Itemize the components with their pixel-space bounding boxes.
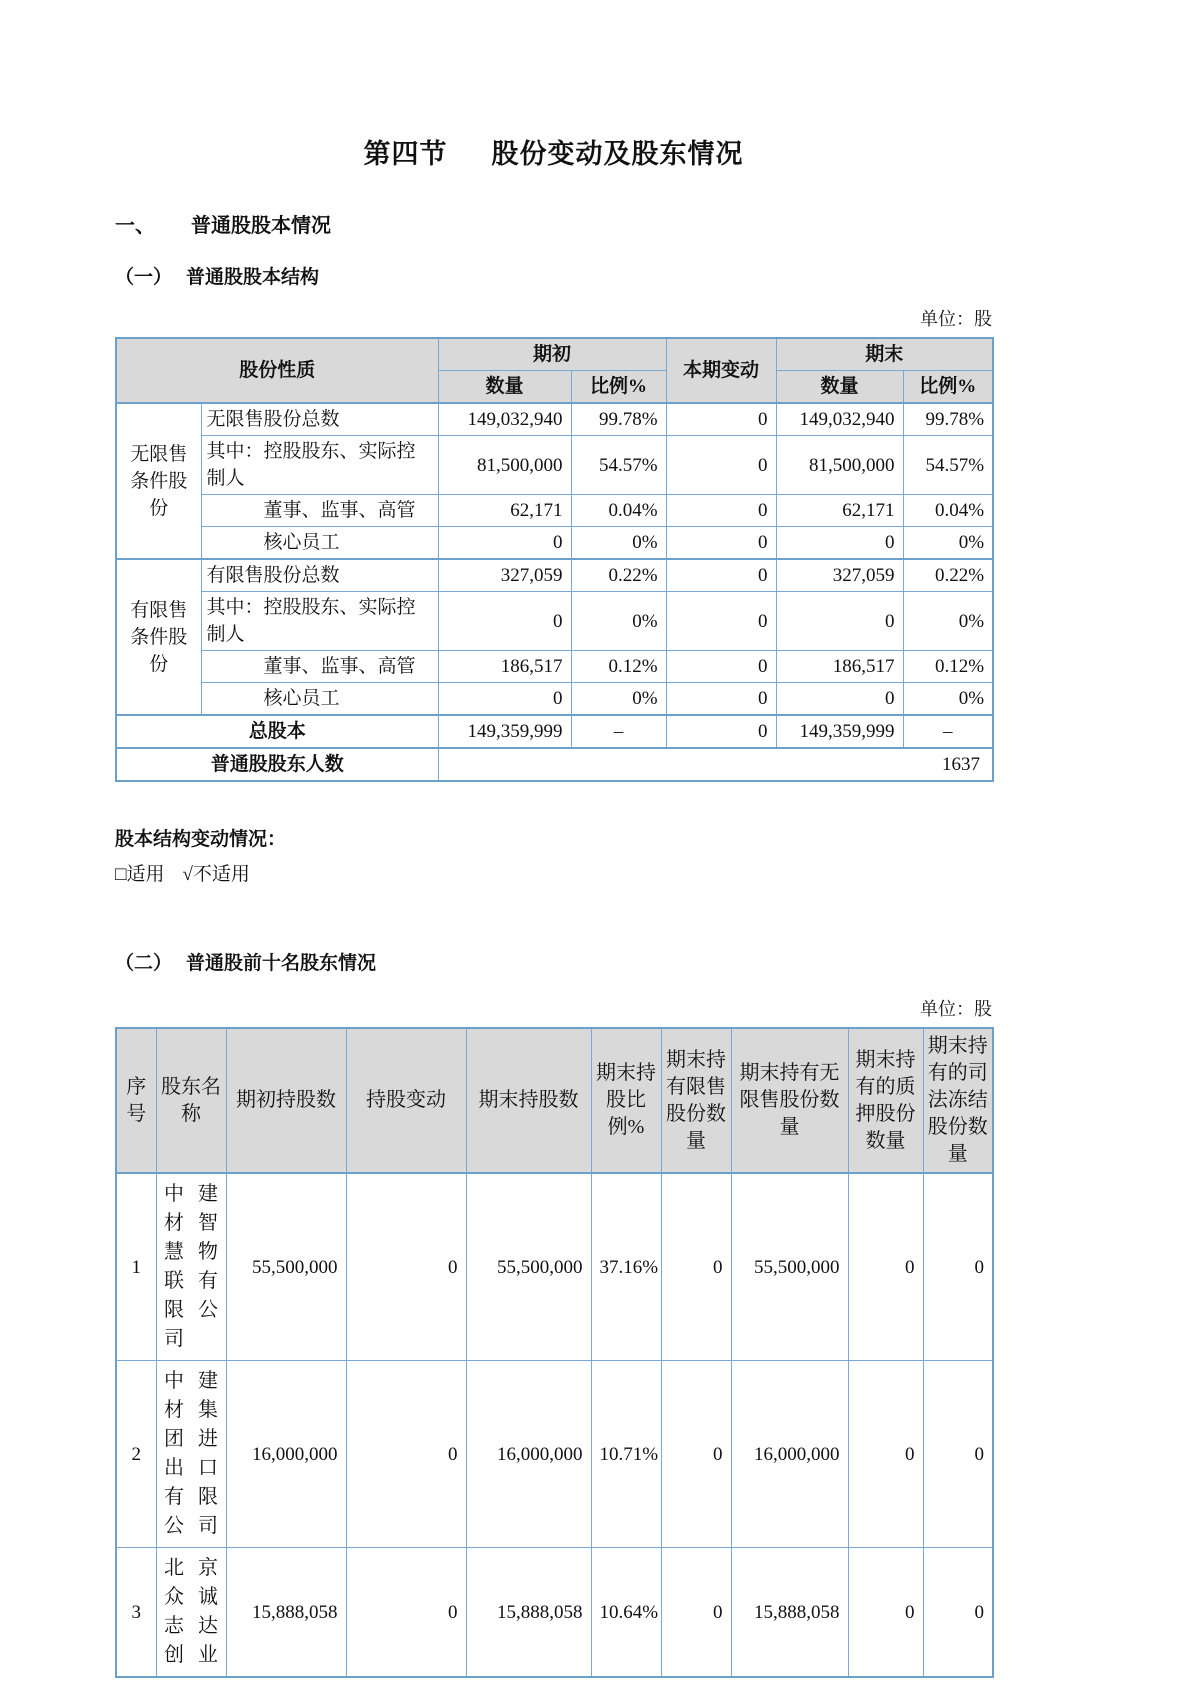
subsection-label: 普通股股本结构 <box>186 267 320 288</box>
cell-change: 0 <box>666 403 776 436</box>
cell-end-qty: 327,059 <box>776 559 903 592</box>
holder-count-value: 1637 <box>438 748 993 781</box>
share-structure-table <box>115 337 994 782</box>
cell-begin-holding: 15,888,058 <box>226 1548 346 1678</box>
table-row-restricted-core-staff <box>116 683 993 716</box>
cell-end-restricted: 0 <box>661 1173 731 1361</box>
top-shareholders-table <box>115 1027 994 1678</box>
cell-begin-pct: – <box>571 715 666 748</box>
row-label: 董事、监事、高管 <box>201 651 438 683</box>
cell-end-unrestricted: 16,000,000 <box>731 1361 848 1548</box>
shareholder-name: 中 建 材 智 慧 物 联 有 限 公 司 <box>164 1183 218 1350</box>
change-note-options <box>115 859 992 886</box>
total-capital-label: 总股本 <box>116 715 438 748</box>
table-row-unrestricted-controller <box>116 436 993 495</box>
table-row-total-capital <box>116 715 993 748</box>
cell-change: 0 <box>666 527 776 560</box>
header-end-restricted: 期末持有限售股份数量 <box>661 1028 731 1173</box>
table-row-restricted-controller <box>116 592 993 651</box>
cell-begin-pct: 99.78% <box>571 403 666 436</box>
row-label: 其中：控股股东、实际控制人 <box>201 592 438 651</box>
cell-begin-holding: 55,500,000 <box>226 1173 346 1361</box>
cell-begin-pct: 54.57% <box>571 436 666 495</box>
unit-label-share-structure: 单位：股 <box>920 309 992 329</box>
table-row-unrestricted-executives <box>116 495 993 527</box>
shareholder-row-2 <box>116 1361 993 1548</box>
cell-end-frozen: 0 <box>923 1548 993 1678</box>
page-title-chapter: 第四节 <box>363 139 448 169</box>
cell-shareholder-name <box>156 1548 226 1678</box>
cell-end-frozen: 0 <box>923 1361 993 1548</box>
cell-end-pct: 0% <box>903 527 993 560</box>
cell-end-qty: 186,517 <box>776 651 903 683</box>
table-row-restricted-total <box>116 559 993 592</box>
cell-begin-qty: 0 <box>438 527 571 560</box>
cell-begin-pct: 0% <box>571 527 666 560</box>
cell-end-restricted: 0 <box>661 1361 731 1548</box>
cell-begin-qty: 149,359,999 <box>438 715 571 748</box>
unit-label-top-shareholders: 单位：股 <box>920 999 992 1019</box>
group-cell-restricted: 有限售条件股份 <box>116 559 201 715</box>
cell-change: 0 <box>666 436 776 495</box>
holder-count-label: 普通股股东人数 <box>116 748 438 781</box>
shareholder-name: 中 建 材 集 团 进 出 口 有 限 公 司 <box>164 1370 218 1537</box>
header-begin-qty: 数量 <box>438 371 571 404</box>
cell-end-restricted: 0 <box>661 1548 731 1678</box>
shareholder-row-1 <box>116 1173 993 1361</box>
cell-end-pct: 99.78% <box>903 403 993 436</box>
row-label: 董事、监事、高管 <box>201 495 438 527</box>
header-period-change: 本期变动 <box>666 338 776 403</box>
change-note-title: 股本结构变动情况： <box>115 829 287 850</box>
header-end-holding: 期末持股数 <box>466 1028 591 1173</box>
cell-shareholder-name <box>156 1173 226 1361</box>
cell-begin-qty: 0 <box>438 592 571 651</box>
cell-end-pledged: 0 <box>848 1361 923 1548</box>
cell-end-holding: 16,000,000 <box>466 1361 591 1548</box>
cell-begin-pct: 0% <box>571 592 666 651</box>
table-row-restricted-executives <box>116 651 993 683</box>
header-begin-pct: 比例% <box>571 371 666 404</box>
header-shareholder-name: 股东名称 <box>156 1028 226 1173</box>
page-title <box>115 132 992 171</box>
table-row-unrestricted-total <box>116 403 993 436</box>
cell-holding-change: 0 <box>346 1548 466 1678</box>
cell-end-frozen: 0 <box>923 1173 993 1361</box>
header-begin-holding: 期初持股数 <box>226 1028 346 1173</box>
row-label: 其中：控股股东、实际控制人 <box>201 436 438 495</box>
page-title-text: 股份变动及股东情况 <box>491 139 744 169</box>
checkbox-not-applicable-option: √不适用 <box>182 864 250 885</box>
header-end-pledged: 期末持有的质押股份数量 <box>848 1028 923 1173</box>
cell-begin-pct: 0.04% <box>571 495 666 527</box>
section-heading-common-shares <box>115 209 992 238</box>
cell-holding-change: 0 <box>346 1173 466 1361</box>
subsection-heading-share-structure <box>115 262 992 289</box>
cell-begin-pct: 0% <box>571 683 666 716</box>
table-row-holder-count <box>116 748 993 781</box>
cell-change: 0 <box>666 651 776 683</box>
header-end-pct: 期末持股比例% <box>591 1028 661 1173</box>
table2-header-row <box>116 1028 993 1173</box>
header-period-end: 期末 <box>776 338 993 371</box>
shareholder-row-3 <box>116 1548 993 1678</box>
cell-change: 0 <box>666 559 776 592</box>
cell-end-pct: – <box>903 715 993 748</box>
cell-end-pledged: 0 <box>848 1173 923 1361</box>
cell-end-pct: 0.12% <box>903 651 993 683</box>
checkbox-applicable-option: □适用 <box>115 864 165 885</box>
header-share-nature: 股份性质 <box>116 338 438 403</box>
cell-begin-qty: 149,032,940 <box>438 403 571 436</box>
cell-shareholder-name <box>156 1361 226 1548</box>
table-row-unrestricted-core-staff <box>116 527 993 560</box>
cell-change: 0 <box>666 592 776 651</box>
row-label: 核心员工 <box>201 683 438 716</box>
header-period-begin: 期初 <box>438 338 666 371</box>
cell-begin-holding: 16,000,000 <box>226 1361 346 1548</box>
cell-holding-change: 0 <box>346 1361 466 1548</box>
cell-begin-qty: 81,500,000 <box>438 436 571 495</box>
cell-end-pct: 0.22% <box>903 559 993 592</box>
subsection-number: （一） <box>115 267 173 288</box>
cell-seq-no: 1 <box>116 1173 156 1361</box>
cell-begin-qty: 62,171 <box>438 495 571 527</box>
cell-begin-pct: 0.12% <box>571 651 666 683</box>
cell-end-qty: 149,359,999 <box>776 715 903 748</box>
shareholder-name: 北 京 众 诚 志 达 创 业 <box>164 1557 218 1666</box>
header-end-qty: 数量 <box>776 371 903 404</box>
subsection-heading-top-shareholders <box>115 948 992 975</box>
header-seq-no: 序号 <box>116 1028 156 1173</box>
cell-end-qty: 81,500,000 <box>776 436 903 495</box>
cell-change: 0 <box>666 495 776 527</box>
cell-end-unrestricted: 15,888,058 <box>731 1548 848 1678</box>
cell-end-qty: 149,032,940 <box>776 403 903 436</box>
cell-end-qty: 0 <box>776 683 903 716</box>
row-label: 有限售股份总数 <box>201 559 438 592</box>
row-label: 核心员工 <box>201 527 438 560</box>
subsection-label: 普通股前十名股东情况 <box>186 953 377 974</box>
cell-begin-qty: 327,059 <box>438 559 571 592</box>
cell-end-pct: 0% <box>903 592 993 651</box>
header-end-unrestricted: 期末持有无限售股份数量 <box>731 1028 848 1173</box>
cell-end-qty: 0 <box>776 527 903 560</box>
cell-end-pledged: 0 <box>848 1548 923 1678</box>
cell-begin-qty: 186,517 <box>438 651 571 683</box>
header-end-frozen: 期末持有的司法冻结股份数量 <box>923 1028 993 1173</box>
cell-end-holding: 55,500,000 <box>466 1173 591 1361</box>
cell-change: 0 <box>666 683 776 716</box>
cell-end-pct: 10.64% <box>591 1548 661 1678</box>
cell-end-pct: 54.57% <box>903 436 993 495</box>
page-content <box>115 132 992 1678</box>
section-number: 一、 <box>115 215 155 237</box>
row-label: 无限售股份总数 <box>201 403 438 436</box>
cell-end-unrestricted: 55,500,000 <box>731 1173 848 1361</box>
header-end-pct: 比例% <box>903 371 993 404</box>
group-cell-unrestricted: 无限售条件股份 <box>116 403 201 559</box>
subsection-number: （二） <box>115 953 173 974</box>
cell-seq-no: 2 <box>116 1361 156 1548</box>
cell-end-pct: 37.16% <box>591 1173 661 1361</box>
section-label: 普通股股本情况 <box>191 215 331 237</box>
cell-end-qty: 0 <box>776 592 903 651</box>
cell-end-pct: 0% <box>903 683 993 716</box>
header-holding-change: 持股变动 <box>346 1028 466 1173</box>
cell-begin-qty: 0 <box>438 683 571 716</box>
cell-begin-pct: 0.22% <box>571 559 666 592</box>
table1-header-row-1 <box>116 338 993 371</box>
cell-end-holding: 15,888,058 <box>466 1548 591 1678</box>
cell-end-qty: 62,171 <box>776 495 903 527</box>
cell-change: 0 <box>666 715 776 748</box>
cell-seq-no: 3 <box>116 1548 156 1678</box>
cell-end-pct: 0.04% <box>903 495 993 527</box>
cell-end-pct: 10.71% <box>591 1361 661 1548</box>
